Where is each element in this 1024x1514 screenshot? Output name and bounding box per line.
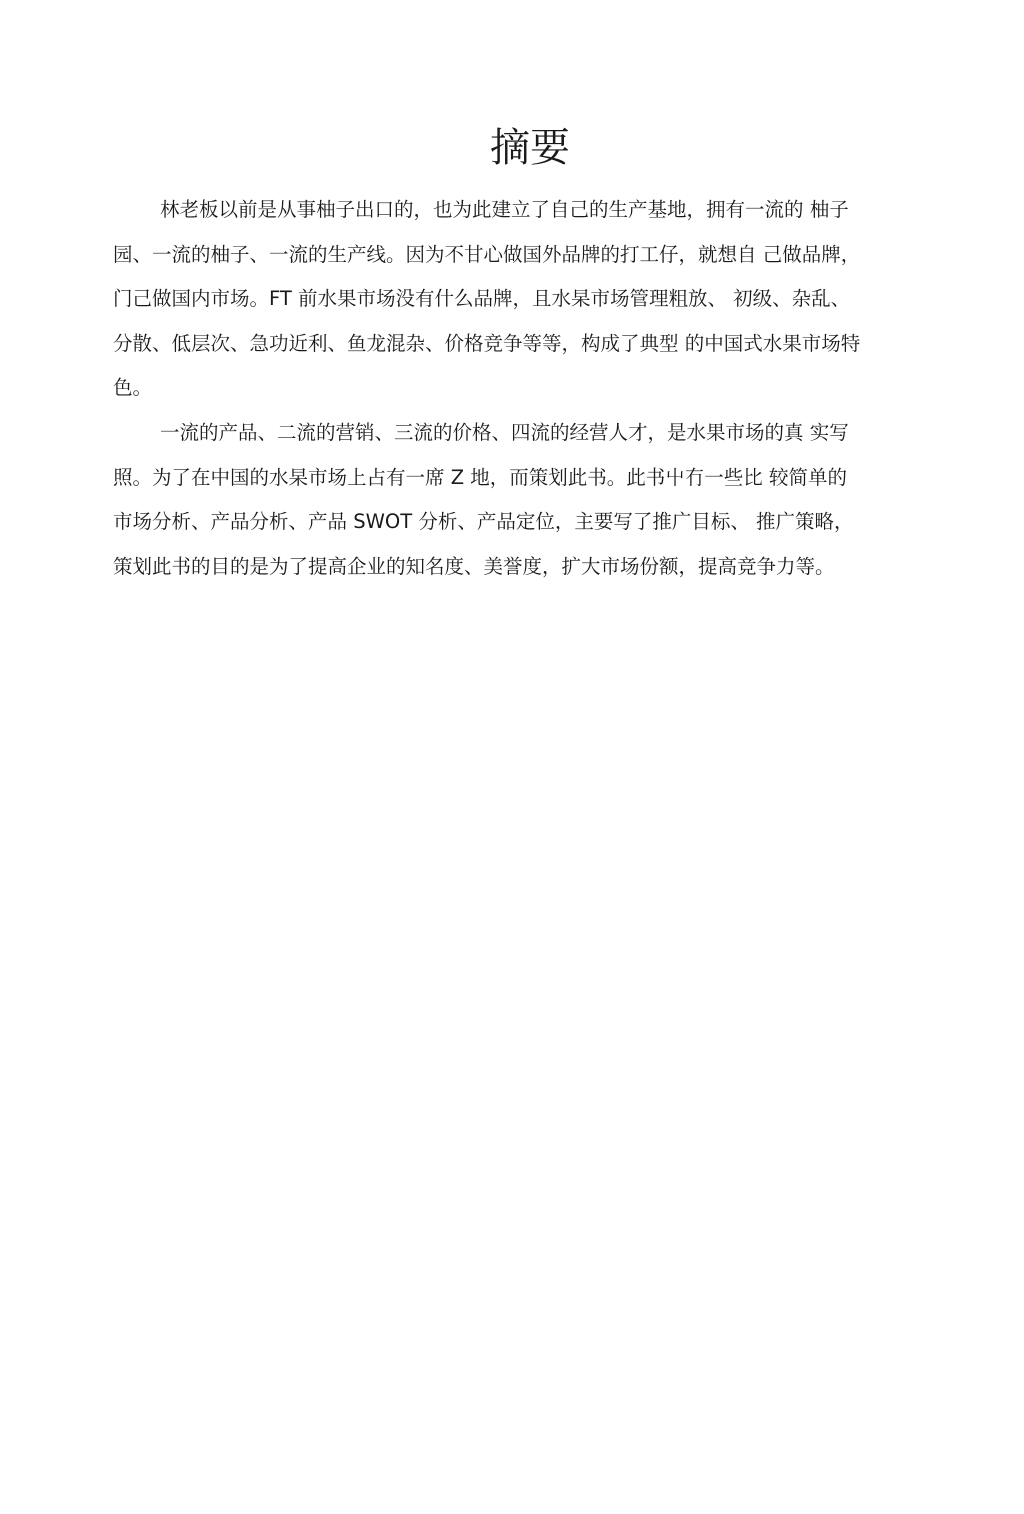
text-line: 园、一流的柚子、一流的生产线。因为不甘心做国外品牌的打工仔，就想自 己做品牌， bbox=[113, 242, 861, 266]
text-line: 分散、低层次、急功近利、鱼龙混杂、价格竞争等等，构成了典型 的中国式水果市场特 bbox=[113, 331, 861, 355]
text-line: 策划此书的目的是为了提高企业的知名度、美誉度，扩大市场份额，提高竞争力等。 bbox=[113, 554, 835, 578]
text-line: 色。 bbox=[113, 376, 153, 400]
text-line: 门己做国内市场。FT 前水果市场没有什么品牌，且水杲市场管理粗放、 初级、杂乱、 bbox=[113, 287, 851, 311]
text-line: 照。为了在中国的水杲市场上占有一席 Z 地，而策划此书。此书屮冇一些比 较简单的 bbox=[113, 465, 847, 489]
text-line: 市场分析、产品分析、产品 SWOT 分析、产品定位，主要写了推广目标、 推广策略， bbox=[113, 510, 854, 534]
abstract-body bbox=[113, 188, 913, 589]
paragraph-1 bbox=[113, 188, 913, 411]
paragraph-2 bbox=[113, 411, 913, 589]
page-title: 摘要 bbox=[490, 125, 570, 171]
text-line: 一流的产品、二流的营销、三流的价格、四流的经营人才，是水果市场的真 实写 bbox=[160, 420, 849, 444]
text-line: 林老板以前是从事柚子出口的，也为此建立了自己的生产基地，拥有一流的 柚子 bbox=[160, 198, 849, 221]
